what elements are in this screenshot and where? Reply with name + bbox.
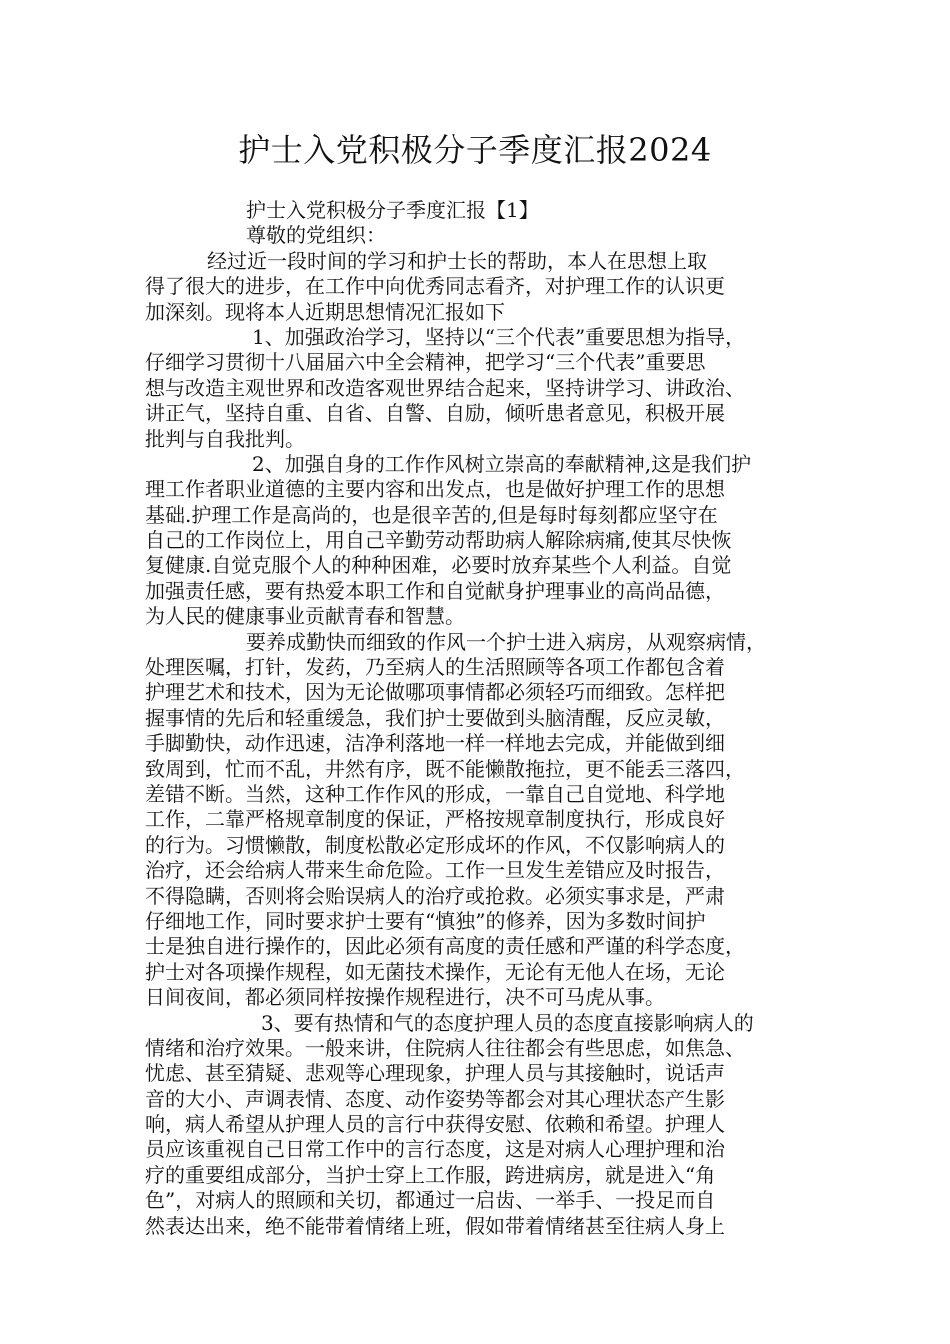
section-heading: 护士入党积极分子季度汇报【1】 [246,198,539,222]
text-line: 自己的工作岗位上，用自己辛勤劳动帮助病人解除病痛,使其尽快恢 [145,528,732,553]
document-body [145,198,815,1239]
text-line: 为人民的健康事业贡献青春和智慧。 [145,604,465,629]
text-line: 仔细地工作，同时要求护士要有“慎独”的修养，因为多数时间护 [145,908,706,933]
text-line: 1、加强政治学习，坚持以“三个代表”重要思想为指导， [252,324,746,349]
text-line: 治疗，还会给病人带来生命危险。工作一旦发生差错应及时报告， [145,858,725,883]
text-line: 加深刻。现将本人近期思想情况汇报如下 [145,299,505,324]
text-line: 仔细学习贯彻十八届届六中全会精神，把学习“三个代表”重要思 [145,350,706,375]
text-line: 忧虑、甚至猜疑、悲观等心理现象，护理人员与其接触时，说话声 [145,1061,725,1086]
text-line: 差错不断。当然，这种工作作风的形成，一靠自己自觉地、科学地 [145,781,725,806]
text-line: 情绪和治疗效果。一般来讲，住院病人往往都会有些思虑，如焦急、 [145,1035,745,1060]
salutation: 尊敬的党组织： [246,223,386,248]
text-line: 护理艺术和技术，因为无论做哪项事情都必须轻巧而细致。怎样把 [145,680,725,705]
text-line: 然表达出来，绝不能带着情绪上班，假如带着情绪甚至往病人身上 [145,1213,725,1238]
text-line: 复健康.自觉克服个人的种种困难，必要时放弃某些个人利益。自觉 [145,553,732,578]
document-title: 护士入党积极分子季度汇报2024 [238,131,712,169]
text-line: 响，病人希望从护理人员的言行中获得安慰、依赖和希望。护理人 [145,1112,725,1137]
text-line: 握事情的先后和轻重缓急，我们护士要做到头脑清醒，反应灵敏， [145,705,725,730]
text-line: 加强责任感，要有热爱本职工作和自觉献身护理事业的高尚品德， [145,578,725,603]
text-line: 3、要有热情和气的态度护理人员的态度直接影响病人的 [261,1010,754,1035]
text-line: 批判与自我批判。 [145,426,305,451]
text-line: 护士对各项操作规程，如无菌技术操作，无论有无他人在场，无论 [145,959,725,984]
text-line: 工作，二靠严格规章制度的保证，严格按规章制度执行，形成良好 [145,807,725,832]
text-line: 日间夜间，都必须同样按操作规程进行，决不可马虎从事。 [145,985,665,1010]
text-line: 音的大小、声调表情、态度、动作姿势等都会对其心理状态产生影 [145,1086,725,1111]
text-line: 的行为。习惯懒散，制度松散必定形成坏的作风，不仅影响病人的 [145,832,725,857]
text-line: 讲正气，坚持自重、自省、自警、自励，倾听患者意见，积极开展 [145,401,725,426]
text-line: 经过近一段时间的学习和护士长的帮助，本人在思想上取 [207,248,707,273]
text-line: 2、加强自身的工作作风树立崇高的奉献精神,这是我们护 [252,451,752,476]
text-line: 疗的重要组成部分，当护士穿上工作服，跨进病房，就是进入“角 [145,1162,716,1187]
text-line: 要养成勤快而细致的作风一个护士进入病房，从观察病情， [246,629,766,654]
text-line: 想与改造主观世界和改造客观世界结合起来，坚持讲学习、讲政治、 [145,375,745,400]
text-line: 致周到，忙而不乱，井然有序，既不能懒散拖拉，更不能丢三落四， [145,756,745,781]
text-line: 处理医嘱，打针，发药，乃至病人的生活照顾等各项工作都包含着 [145,655,725,680]
text-line: 得了很大的进步，在工作中向优秀同志看齐，对护理工作的认识更 [145,274,725,299]
text-line: 士是独自进行操作的，因此必须有高度的责任感和严谨的科学态度， [145,934,745,959]
text-line: 理工作者职业道德的主要内容和出发点，也是做好护理工作的思想 [145,477,725,502]
text-line: 基础.护理工作是高尚的，也是很辛苦的,但是每时每刻都应坚守在 [145,502,718,527]
text-line: 员应该重视自己日常工作中的言行态度，这是对病人心理护理和治 [145,1137,725,1162]
text-line: 不得隐瞒，否则将会贻误病人的治疗或抢救。必须实事求是，严肃 [145,883,725,908]
text-line: 手脚勤快，动作迅速，洁净利落地一样一样地去完成，并能做到细 [145,731,725,756]
text-line: 色”，对病人的照顾和关切，都通过一启齿、一举手、一投足而自 [145,1188,716,1213]
